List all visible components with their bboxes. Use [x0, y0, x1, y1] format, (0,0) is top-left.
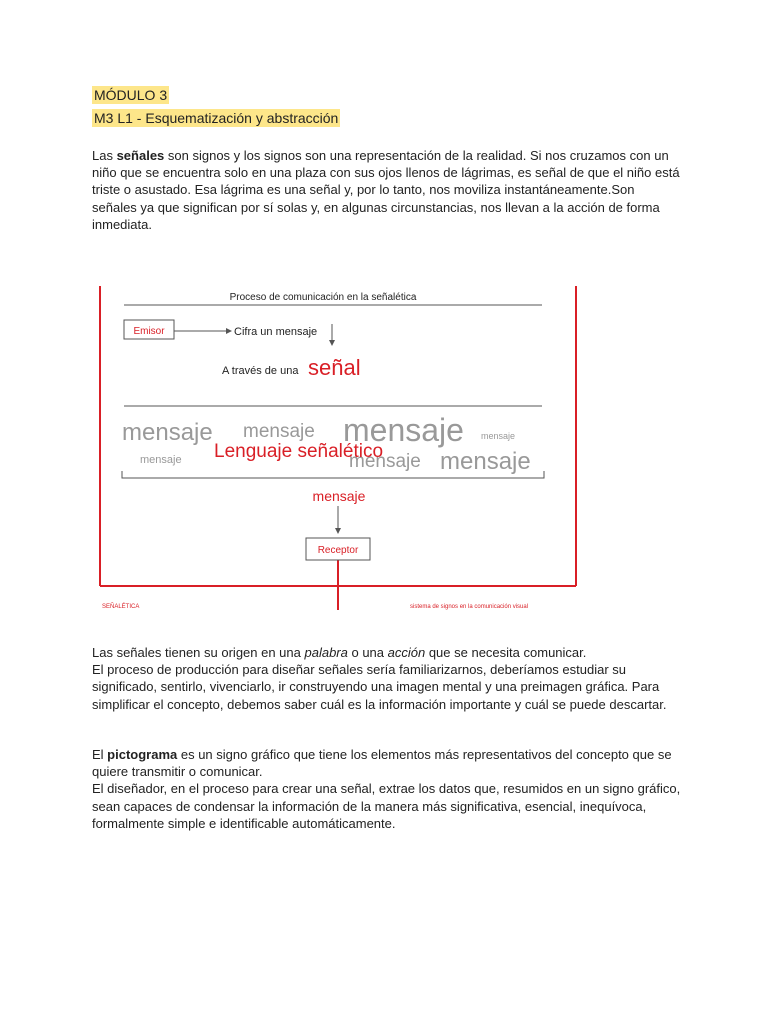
intro-paragraph: [92, 147, 682, 233]
module-heading: MÓDULO 3: [94, 87, 168, 103]
picto-text-2: El diseñador, en el proceso para crear una señal, extrae los datos que, resumidos en un signo gráfico, sean capaces de condensar la información de la manera más significativa, esencial, inequívoca, formalmente simple e identificable automáticamente.: [92, 781, 681, 831]
atraves-label: A través de una: [222, 365, 299, 377]
origin-accion: acción: [387, 645, 426, 660]
lesson-heading: M3 L1 - Esquematización y abstracción: [94, 110, 339, 126]
cloud-word-2: mensaje: [243, 421, 315, 442]
picto-lead: El: [92, 747, 108, 762]
cloud-word-7: mensaje: [440, 448, 531, 475]
origin-text-2: o una: [347, 645, 388, 660]
diagram-svg: [96, 280, 584, 614]
receptor-down-head: [335, 528, 341, 534]
origin-text-3: que se necesita comunicar.: [425, 645, 587, 660]
picto-text: es un signo gráfico que tiene los elementos más representativos del concepto que se quiere transmitir o comunicar.: [92, 747, 672, 780]
cifra-label: Cifra un mensaje: [234, 326, 318, 338]
origin-palabra: palabra: [304, 645, 348, 660]
intro-term: señales: [116, 148, 165, 163]
footer-left-label: SEÑALÉTICA: [102, 604, 140, 610]
cloud-word-3: mensaje: [343, 412, 464, 448]
diagram-title: Proceso de comunicación en la señalética: [229, 292, 417, 303]
origin-paragraph: [92, 644, 682, 713]
pictogram-paragraph: [92, 746, 682, 832]
cloud-word-5: mensaje: [140, 454, 182, 466]
intro-lead: Las: [92, 148, 117, 163]
origin-text-1: Las señales tienen su origen en una: [92, 645, 305, 660]
picto-term: pictograma: [107, 747, 178, 762]
receptor-label: Receptor: [317, 545, 359, 556]
footer-right-label: sistema de signos en la comunicación visual: [410, 604, 529, 610]
mensaje-red-label: mensaje: [312, 488, 366, 504]
origin-text-4: El proceso de producción para diseñar señales sería familiarizarnos, deberíamos estudiar su significado, sentirlo, vivenciarlo, ir construyendo una imagen mental y una preimagen gráfica. Para simplificar el concepto, debemos saber cuál es la información importante y cuál se puede descartar.: [92, 662, 667, 712]
intro-text: son signos y los signos son una representación de la realidad. Si nos cruzamos con un niño que se encuentra solo en una plaza con sus ojos llenos de lágrimas, es señal de que el niño está triste o asustado. Esa lágrima es una señal y, por lo tanto, nos moviliza instantáneamente.Son señales ya que significan por sí solas y, en algunas circunstancias, nos llevan a la acción de forma inmediata.: [92, 148, 680, 232]
cloud-word-1: mensaje: [122, 419, 213, 446]
cifra-down-head: [329, 340, 335, 346]
cloud-word-6: mensaje: [349, 451, 421, 472]
communication-diagram: [96, 280, 584, 614]
emisor-label: Emisor: [133, 326, 165, 337]
cloud-word-4: mensaje: [481, 431, 516, 441]
senal-label: señal: [308, 355, 361, 380]
emisor-arrow-head: [226, 328, 232, 334]
lenguaje-label: Lenguaje señalético: [214, 441, 384, 462]
